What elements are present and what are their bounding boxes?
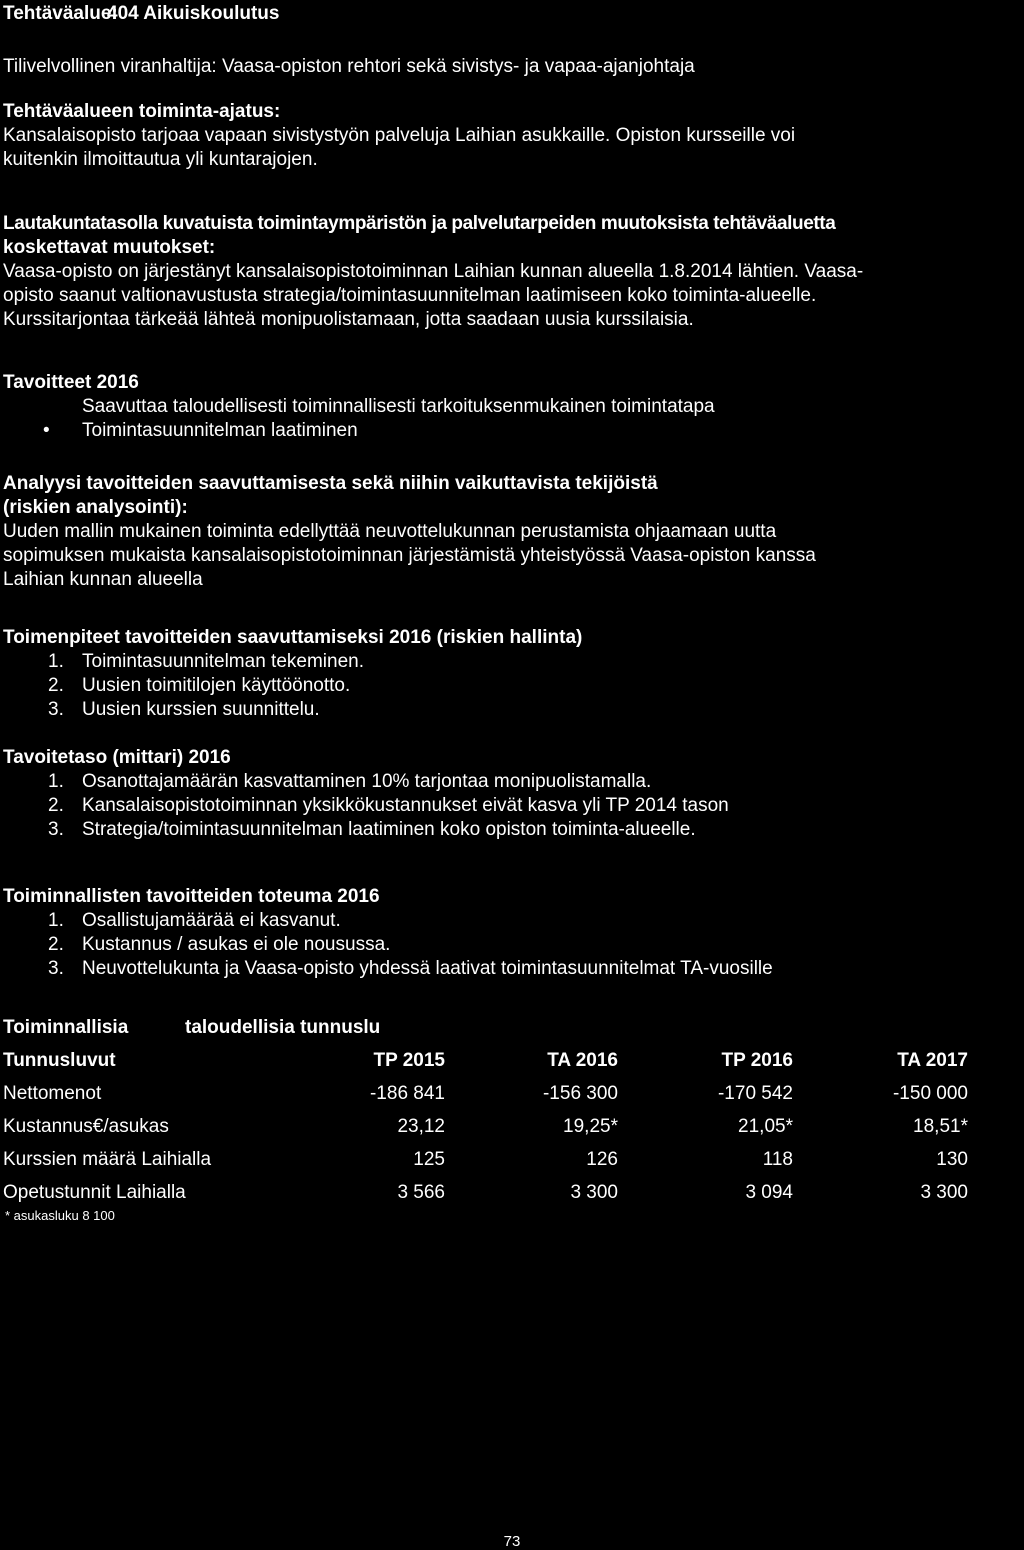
kpi-cell: 125: [413, 1148, 445, 1170]
kpi-cell: 19,25*: [563, 1115, 618, 1137]
kpi-row-label: Kustannus€/asukas: [3, 1115, 169, 1137]
outcome-item: [3, 957, 1022, 981]
target-text: Strategia/toimintasuunnitelman laatiminen koko opiston toiminta-alueelle.: [82, 819, 696, 840]
measures-heading: Toimenpiteet tavoitteiden saavuttamiseksi 2016 (riskien hallinta): [3, 627, 583, 648]
kpi-cell: -150 000: [892, 1082, 968, 1104]
measure-number: 3.: [48, 699, 64, 720]
outcomes-section: [3, 885, 1022, 981]
target-number: 3.: [48, 819, 64, 840]
changes-line-1: Vaasa-opisto on järjestänyt kansalaisopistotoiminnan Laihian kunnan alueella 1.8.2014 lähtien. Vaasa-: [3, 261, 864, 282]
kpi-table: [3, 1044, 968, 1209]
measure-text: Toimintasuunnitelman tekeminen.: [82, 651, 364, 672]
task-area-label: Tehtäväalue:: [3, 3, 118, 24]
outcome-number: 2.: [48, 934, 64, 955]
changes-section: [3, 212, 1022, 332]
kpi-cell: -170 542: [717, 1082, 793, 1104]
changes-line-2: opisto saanut valtionavustusta strategia/toimintasuunnitelman laatimiseen koko toiminta-alueelle.: [3, 285, 817, 306]
outcome-text: Neuvottelukunta ja Vaasa-opisto yhdessä laativat toimintasuunnitelmat TA-vuosille: [82, 958, 773, 979]
outcome-text: Osallistujamäärää ei kasvanut.: [82, 910, 341, 931]
kpi-col-header: TP 2015: [373, 1049, 445, 1071]
analysis-heading-line-1: Analyysi tavoitteiden saavuttamisesta sekä niihin vaikuttavista tekijöistä: [3, 473, 658, 494]
goals-list: [3, 395, 1022, 443]
outcome-item: [3, 933, 1022, 957]
kpi-col-header: Tunnusluvut: [3, 1049, 116, 1071]
mission-section: [3, 100, 1022, 172]
kpi-row-label: Nettomenot: [3, 1082, 102, 1104]
kpi-heading: [3, 1016, 1022, 1040]
measure-text: Uusien toimitilojen käyttöönotto.: [82, 675, 351, 696]
kpi-cell: -186 841: [369, 1082, 445, 1104]
mission-heading: Tehtäväalueen toiminta-ajatus:: [3, 101, 281, 122]
mission-line-1: Kansalaisopisto tarjoaa vapaan sivistystyön palveluja Laihian asukkaille. Opiston kursseille voi: [3, 125, 796, 146]
outcome-number: 1.: [48, 910, 64, 931]
task-area-value: 404 Aikuiskoulutus: [107, 3, 280, 24]
goals-section: [3, 371, 1022, 443]
changes-heading-line-2: koskettavat muutokset:: [3, 237, 216, 258]
changes-heading-line-1: Lautakuntatasolla kuvatuista toimintaympäristön ja palvelutarpeiden muutoksista tehtäväaluetta: [3, 213, 836, 234]
kpi-cell: 3 300: [920, 1181, 968, 1203]
kpi-col-header: TA 2016: [547, 1049, 618, 1071]
outcome-item: [3, 909, 1022, 933]
kpi-header-row: [3, 1044, 968, 1077]
analysis-line-3: Laihian kunnan alueella: [3, 569, 203, 590]
kpi-row-label: Opetustunnit Laihialla: [3, 1181, 186, 1203]
analysis-section: [3, 472, 1022, 592]
targets-heading: Tavoitetaso (mittari) 2016: [3, 747, 231, 768]
outcomes-list: [3, 909, 1022, 981]
outcome-number: 3.: [48, 958, 64, 979]
task-area-header: [3, 2, 1022, 26]
table-row: [3, 1077, 968, 1110]
measure-number: 1.: [48, 651, 64, 672]
kpi-row-label: Kurssien määrä Laihialla: [3, 1148, 212, 1170]
kpi-cell: 21,05*: [738, 1115, 793, 1137]
kpi-cell: 3 300: [570, 1181, 618, 1203]
target-item: [3, 794, 1022, 818]
kpi-footnote: * asukasluku 8 100: [5, 1208, 115, 1223]
table-row: [3, 1176, 968, 1209]
target-number: 1.: [48, 771, 64, 792]
kpi-heading-a: Toiminnallisia: [3, 1017, 129, 1038]
analysis-line-2: sopimuksen mukaista kansalaisopistotoiminnan järjestämistä yhteistyössä Vaasa-opiston kanssa: [3, 545, 816, 566]
changes-line-3: Kurssitarjontaa tärkeää lähteä monipuolistamaan, jotta saadaan uusia kurssilaisia.: [3, 309, 694, 330]
kpi-cell: 3 094: [745, 1181, 793, 1203]
measures-section: [3, 626, 1022, 722]
measure-number: 2.: [48, 675, 64, 696]
measure-item: [3, 698, 1022, 722]
outcomes-heading: Toiminnallisten tavoitteiden toteuma 2016: [3, 886, 380, 907]
responsible-official: Tilivelvollinen viranhaltija: Vaasa-opiston rehtori sekä sivistys- ja vapaa-ajanjohtaja: [3, 56, 695, 77]
analysis-heading-line-2: (riskien analysointi):: [3, 497, 188, 518]
measure-item: [3, 650, 1022, 674]
targets-list: [3, 770, 1022, 842]
targets-section: [3, 746, 1022, 842]
kpi-cell: 18,51*: [913, 1115, 968, 1137]
target-text: Osanottajamäärän kasvattaminen 10% tarjontaa monipuolistamalla.: [82, 771, 652, 792]
kpi-cell: 126: [586, 1148, 618, 1170]
kpi-cell: 130: [936, 1148, 968, 1170]
measure-text: Uusien kurssien suunnittelu.: [82, 699, 320, 720]
kpi-cell: 3 566: [397, 1181, 445, 1203]
kpi-cell: 118: [762, 1148, 793, 1170]
mission-line-2: kuitenkin ilmoittautua yli kuntarajojen.: [3, 149, 318, 170]
table-row: [3, 1110, 968, 1143]
measures-list: [3, 650, 1022, 722]
goal-item-2: • Toimintasuunnitelman laatiminen: [3, 419, 1022, 443]
kpi-cell: -156 300: [542, 1082, 618, 1104]
kpi-col-header: TP 2016: [721, 1049, 793, 1071]
goals-heading: Tavoitteet 2016: [3, 372, 139, 393]
target-text: Kansalaisopistotoiminnan yksikkökustannukset eivät kasva yli TP 2014 tason: [82, 795, 729, 816]
kpi-heading-b: taloudellisia tunnuslu: [185, 1017, 381, 1038]
measure-item: [3, 674, 1022, 698]
page-number: 73: [503, 1533, 521, 1550]
kpi-col-header: TA 2017: [897, 1049, 968, 1071]
target-number: 2.: [48, 795, 64, 816]
goal-item-1: Saavuttaa taloudellisesti toiminnallisesti tarkoituksenmukainen toimintatapa: [82, 396, 715, 417]
target-item: [3, 770, 1022, 794]
analysis-line-1: Uuden mallin mukainen toiminta edellyttää neuvottelukunnan perustamista ohjaamaan uutta: [3, 521, 777, 542]
outcome-text: Kustannus / asukas ei ole nousussa.: [82, 934, 391, 955]
table-row: [3, 1143, 968, 1176]
target-item: [3, 818, 1022, 842]
kpi-cell: 23,12: [397, 1115, 445, 1137]
